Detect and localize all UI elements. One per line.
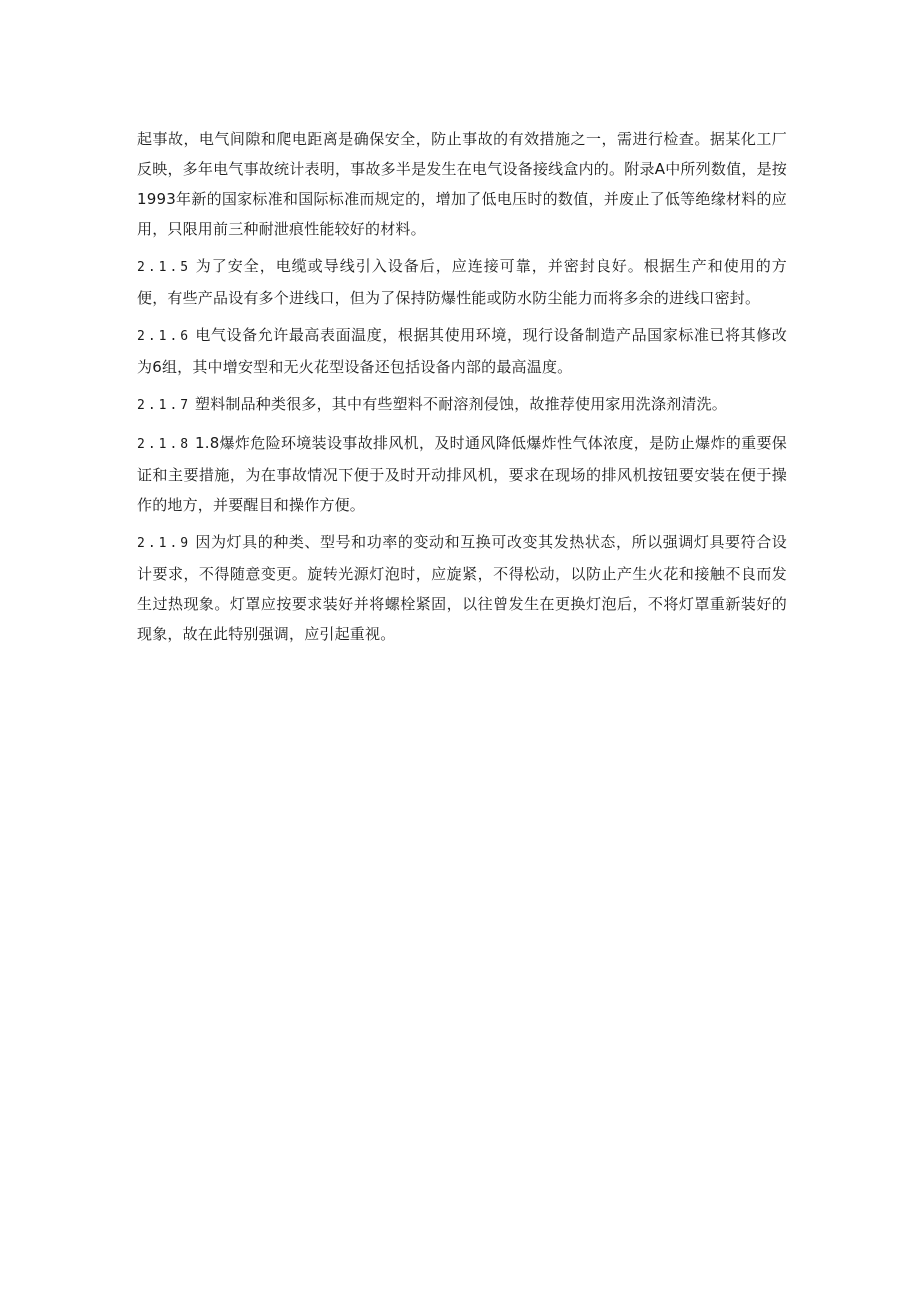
- clause-number: 2.1.8: [137, 437, 192, 452]
- paragraph-text: 电气设备允许最高表面温度，根据其使用环境，现行设备制造产品国家标准已将其修改为6组，其中增安型和无火花型设备还包括设备内部的最高温度。: [137, 326, 787, 376]
- paragraph-text: 起事故，电气间隙和爬电距离是确保安全，防止事故的有效措施之一，需进行检查。据某化工厂反映，多年电气事故统计表明，事故多半是发生在电气设备接线盒内的。附录A中所列数值，是按1993年新的国家标准和国际标准而规定的，增加了低电压时的数值，并废止了低等绝缘材料的应用，只限用前三种耐泄痕性能较好的材料。: [137, 130, 787, 238]
- paragraph-continuation: [137, 124, 787, 244]
- paragraph-text: 为了安全，电缆或导线引入设备后，应连接可靠，并密封良好。根据生产和使用的方便，有些产品设有多个进线口，但为了保持防爆性能或防水防尘能力而将多余的进线口密封。: [137, 257, 787, 307]
- paragraph-2-1-8: [137, 428, 787, 520]
- paragraph-text: 因为灯具的种类、型号和功率的变动和互换可改变其发热状态，所以强调灯具要符合设计要求，不得随意变更。旋转光源灯泡时，应旋紧，不得松动，以防止产生火花和接触不良而发生过热现象。灯罩应按要求装好并将螺栓紧固，以往曾发生在更换灯泡后，不将灯罩重新装好的现象，故在此特别强调，应引起重视。: [137, 533, 787, 643]
- paragraph-text: 塑料制品种类很多，其中有些塑料不耐溶剂侵蚀，故推荐使用家用洗涤剂清洗。: [195, 395, 728, 413]
- paragraph-2-1-6: [137, 320, 787, 382]
- clause-number: 2.1.7: [137, 398, 192, 413]
- paragraph-2-1-5: [137, 251, 787, 313]
- clause-number: 2.1.5: [137, 260, 192, 275]
- paragraph-text: 1.8爆炸危险环境装设事故排风机，及时通风降低爆炸性气体浓度，是防止爆炸的重要保证和主要措施，为在事故情况下便于及时开动排风机，要求在现场的排风机按钮要安装在便于操作的地方，并要醒目和操作方便。: [137, 434, 787, 514]
- paragraph-2-1-9: [137, 527, 787, 649]
- document-body: [137, 124, 787, 656]
- clause-number: 2.1.6: [137, 329, 192, 344]
- clause-number: 2.1.9: [137, 536, 192, 551]
- paragraph-2-1-7: [137, 389, 787, 421]
